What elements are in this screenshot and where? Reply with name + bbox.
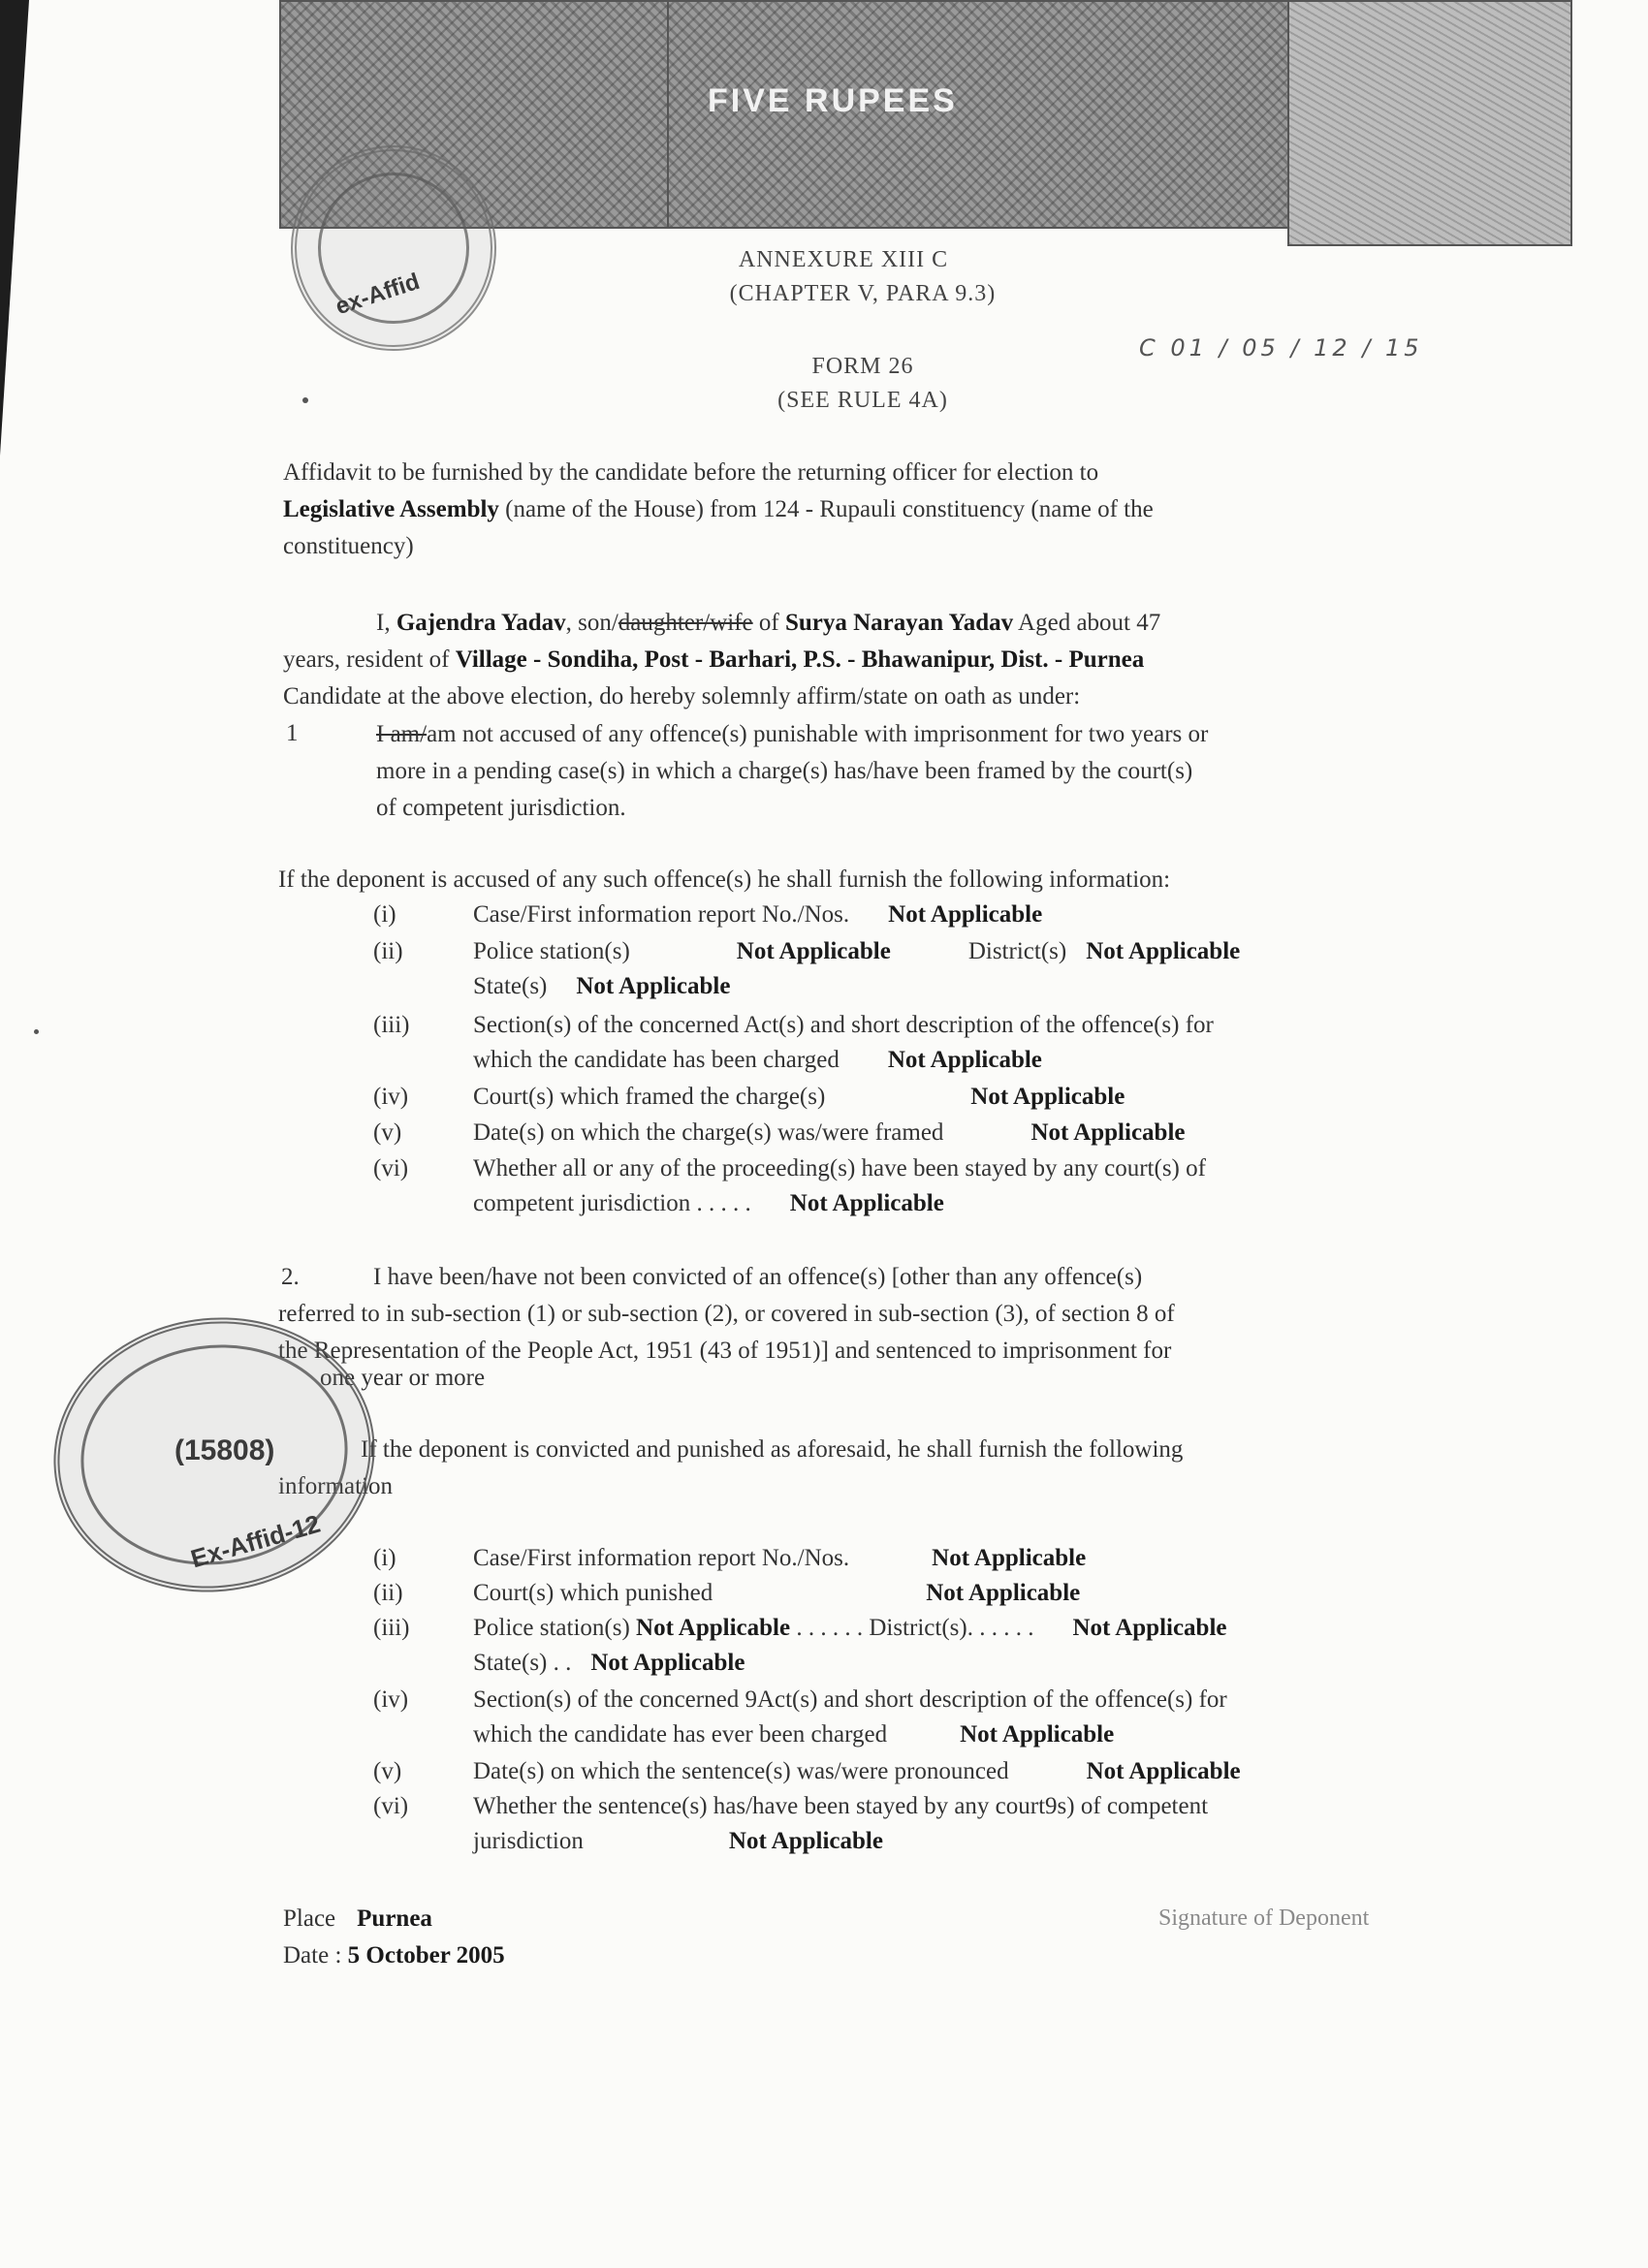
court-seal-top-left-text: ex-Affid — [332, 268, 424, 321]
s1-item-num: (iv) — [373, 1084, 409, 1110]
s2-item-court-punished: Court(s) which punished Not Applicable — [473, 1580, 1081, 1606]
stamp-paper-right — [1287, 0, 1572, 246]
s1-item-stayed: Whether all or any of the proceeding(s) have been stayed by any court(s) of — [473, 1155, 1206, 1181]
s2-item-num: (vi) — [373, 1793, 409, 1819]
section1-line2: more in a pending case(s) in which a charge(s) has/have been framed by the court(s) — [376, 758, 1193, 784]
scan-shadow-corner — [0, 0, 29, 456]
affidavit-intro-line1: Affidavit to be furnished by the candidate before the returning officer for election to — [283, 459, 1099, 486]
s1-item-sections: Section(s) of the concerned Act(s) and short description of the offence(s) for — [473, 1012, 1214, 1038]
s2-item-sections-b: which the candidate has ever been charged Not Applicable — [473, 1721, 1115, 1748]
section1-line1: I am/am not accused of any offence(s) punishable with imprisonment for two years or — [376, 721, 1209, 747]
s2-item-case-fir: Case/First information report No./Nos. Not Applicable — [473, 1545, 1087, 1571]
s1-item-court-charge: Court(s) which framed the charge(s) Not Applicable — [473, 1084, 1125, 1110]
affidavit-intro-line3: constituency) — [283, 533, 414, 559]
section2-number: 2. — [281, 1264, 300, 1290]
house-name: Legislative Assembly — [283, 496, 499, 522]
court-seal-number: (15808) — [174, 1434, 275, 1466]
stray-mark — [34, 1029, 39, 1034]
section2-line1: I have been/have not been convicted of an offence(s) [other than any offence(s) — [373, 1264, 1143, 1290]
s2-item-state: State(s) . . Not Applicable — [473, 1650, 745, 1676]
s2-item-stayed: Whether the sentence(s) has/have been stayed by any court9s) of competent — [473, 1793, 1209, 1819]
s1-item-date-charge: Date(s) on which the charge(s) was/were framed Not Applicable — [473, 1119, 1186, 1146]
deponent-name: Gajendra Yadav — [396, 610, 566, 636]
chapter-reference: (CHAPTER V, PARA 9.3) — [729, 281, 997, 306]
s2-item-police-station: Police station(s) Not Applicable . . . . . . District(s). . . . . . Not Applicable — [473, 1615, 1227, 1641]
s1-item-num: (i) — [373, 901, 396, 928]
deponent-age: Aged about 47 — [1013, 610, 1161, 636]
stamp-paper-middle — [667, 0, 1291, 229]
s2-item-num: (iii) — [373, 1615, 410, 1641]
court-seal-top-left — [291, 145, 496, 351]
annexure-title: ANNEXURE XIII C — [738, 247, 949, 272]
deponent-line1: I, Gajendra Yadav, son/daughter/wife of Surya Narayan Yadav Aged about 47 — [376, 610, 1161, 636]
date-line: Date : 5 October 2005 — [283, 1942, 505, 1969]
affidavit-intro-line2 — [283, 492, 1154, 527]
s1-item-police-station: Police station(s) Not Applicable District(s) Not Applicable — [473, 938, 1241, 964]
deponent-address: Village - Sondiha, Post - Barhari, P.S. - Bhawanipur, Dist. - Purnea — [455, 646, 1145, 673]
place-value: Purnea — [357, 1906, 432, 1932]
section2-if-line2: information — [278, 1473, 394, 1499]
rule-reference: (SEE RULE 4A) — [777, 388, 948, 413]
court-seal-bottom-text: Ex-Affid-12 — [187, 1508, 324, 1574]
stamp-paper-middle-label: FIVE RUPEES — [708, 82, 958, 119]
s1-item-state: State(s) Not Applicable — [473, 973, 731, 999]
intro-line2-rest: (name of the House) from 124 - Rupauli constituency (name of the — [498, 496, 1154, 522]
section1-if-line: If the deponent is accused of any such offence(s) he shall furnish the following information: — [278, 866, 1171, 893]
deponent-line3: Candidate at the above election, do hereby solemnly affirm/state on oath as under: — [283, 683, 1081, 709]
section1-line3: of competent jurisdiction. — [376, 795, 626, 821]
father-name: Surya Narayan Yadav — [784, 610, 1014, 636]
s1-item-num: (vi) — [373, 1155, 409, 1181]
section2-line4: one year or more — [320, 1365, 486, 1391]
form-number: FORM 26 — [811, 354, 914, 379]
relation-struck: daughter/wife — [618, 610, 753, 636]
s1-item-num: (iii) — [373, 1012, 410, 1038]
s1-item-stayed-b: competent jurisdiction . . . . . Not Applicable — [473, 1190, 944, 1216]
s2-item-num: (ii) — [373, 1580, 403, 1606]
section2-line2: referred to in sub-section (1) or sub-section (2), or covered in sub-section (3), of section 8 of — [278, 1301, 1175, 1327]
s1-item-num: (ii) — [373, 938, 403, 964]
s2-item-num: (iv) — [373, 1686, 409, 1713]
stray-mark — [302, 397, 308, 403]
s2-item-sections: Section(s) of the concerned 9Act(s) and short description of the offence(s) for — [473, 1686, 1227, 1713]
s2-item-stayed-b: jurisdiction Not Applicable — [473, 1828, 883, 1854]
section2-if-line1: If the deponent is convicted and punished as aforesaid, he shall furnish the following — [361, 1436, 1184, 1463]
section2-line3: the Representation of the People Act, 1951 (43 of 1951)] and sentenced to imprisonment for — [278, 1338, 1172, 1364]
s2-item-date-sentence: Date(s) on which the sentence(s) was/were pronounced Not Applicable — [473, 1758, 1241, 1784]
s1-item-case-fir: Case/First information report No./Nos. Not Applicable — [473, 901, 1043, 928]
s2-item-num: (v) — [373, 1758, 402, 1784]
s1-item-num: (v) — [373, 1119, 402, 1146]
deponent-line2: years, resident of Village - Sondiha, Post - Barhari, P.S. - Bhawanipur, Dist. - Purnea — [283, 646, 1145, 673]
s2-item-num: (i) — [373, 1545, 396, 1571]
handwritten-reference-number: C 01 / 05 / 12 / 15 — [1139, 334, 1423, 362]
place-line: Place Purnea — [283, 1906, 432, 1932]
date-value: 5 October 2005 — [347, 1942, 505, 1969]
s1-item-sections-b: which the candidate has been charged Not Applicable — [473, 1047, 1042, 1073]
section1-number: 1 — [286, 720, 299, 746]
signature-of-deponent: Signature of Deponent — [1158, 1906, 1370, 1931]
